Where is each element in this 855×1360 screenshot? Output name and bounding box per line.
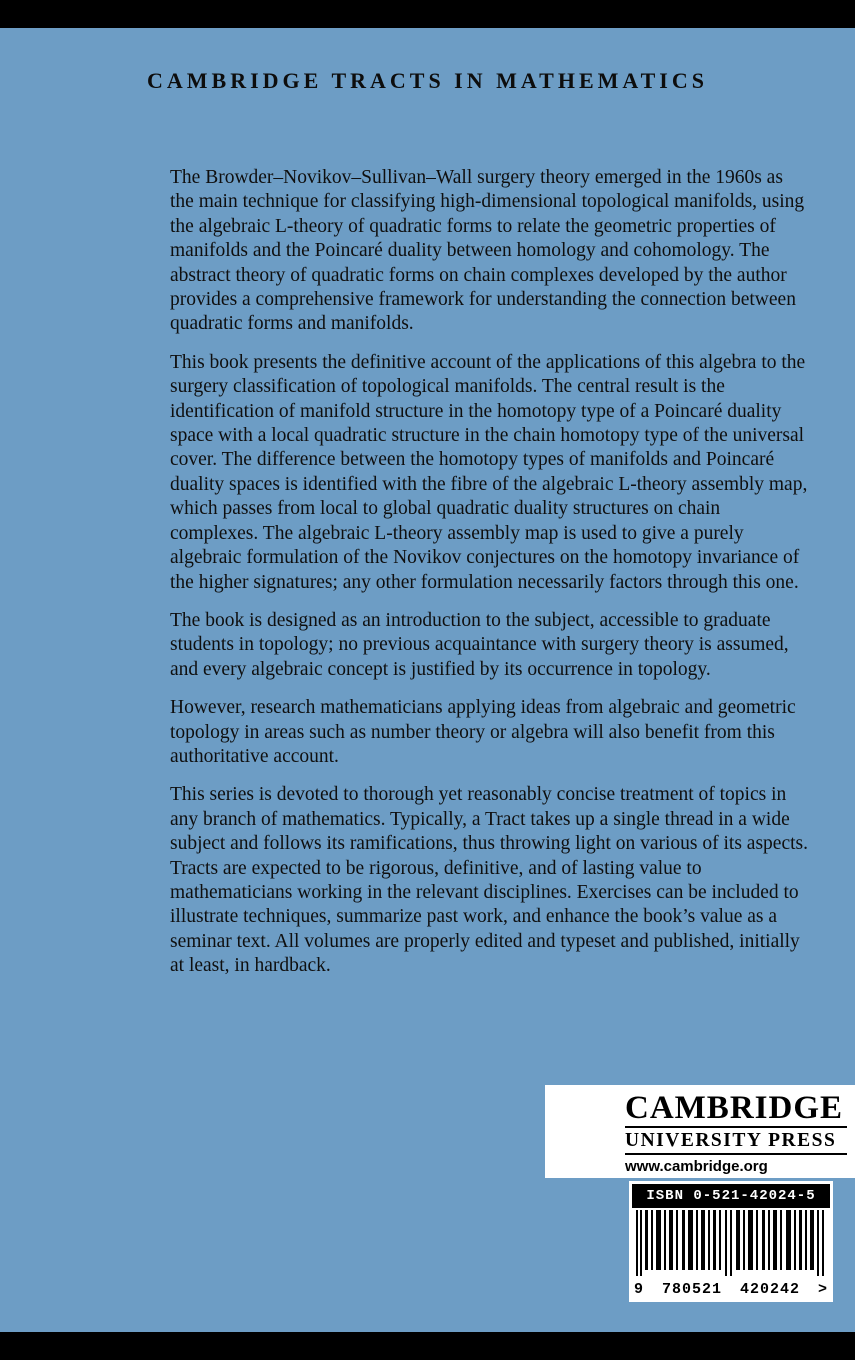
publisher-website: www.cambridge.org xyxy=(625,1157,768,1175)
top-black-bar xyxy=(0,0,855,28)
isbn-digit-group-3: 420242 xyxy=(739,1281,800,1298)
publisher-rule-bottom xyxy=(625,1153,847,1155)
blurb-paragraph-4: However, research mathematicians applying ideas from algebraic and geometric topology in areas such as number theory or algebra will also benefit from this authoritative account. xyxy=(170,697,796,767)
blurb-paragraph-2: This book presents the definitive account of the applications of this algebra to the surgery classification of topological manifolds. The central result is the identification of manifold structure in the homotopy type of a Poincaré duality space with a local quadratic structure in the chain homotopy type of the universal cover. The difference between the homotopy types of manifolds and Poincaré duality spaces is identified with the fibre of the algebraic L-theory assembly map, which passes from local to global quadratic duality structures on chain complexes. The algebraic L-theory assembly map is used to give a purely algebraic formulation of the Novikov conjectures on the homotopy invariance of the higher signatures; any other formulation necessarily factors through this one. xyxy=(170,351,808,593)
barcode-icon xyxy=(632,1208,830,1281)
isbn-digits xyxy=(632,1281,830,1299)
blurb-paragraph-3: The book is designed as an introduction to the subject, accessible to graduate students in topology; no previous acquaintance with surgery theory is assumed, and every algebraic concept is justified by its occurrence in topology. xyxy=(170,609,789,680)
bottom-black-bar xyxy=(0,1332,855,1360)
isbn-digit-group-1: 9 xyxy=(634,1281,645,1298)
blurb-paragraph-1: The Browder–Novikov–Sullivan–Wall surgery theory emerged in the 1960s as the main technique for classifying high-dimensional topological manifolds, using the algebraic L-theory of quadratic forms to relate the geometric properties of manifolds and the Poincaré duality between homology and cohomology. The abstract theory of quadratic forms on chain complexes developed by the author provides a comprehensive framework for understanding the connection between quadratic forms and manifolds. xyxy=(170,167,805,335)
publisher-subtitle: UNIVERSITY PRESS xyxy=(625,1130,837,1151)
publisher-name: CAMBRIDGE xyxy=(625,1090,844,1126)
isbn-label: ISBN 0-521-42024-5 xyxy=(632,1184,830,1208)
publisher-rule-top xyxy=(625,1126,847,1128)
isbn-arrow: > xyxy=(817,1281,828,1298)
blurb-text xyxy=(170,166,810,993)
isbn-digit-group-2: 780521 xyxy=(661,1281,722,1298)
publisher-colophon xyxy=(545,1085,855,1178)
series-title: CAMBRIDGE TRACTS IN MATHEMATICS xyxy=(147,68,708,93)
blurb-paragraph-5: This series is devoted to thorough yet reasonably concise treatment of topics in any branch of mathematics. Typically, a Tract takes up a single thread in a wide subject and follows its ramifications, thus throwing light on various of its aspects. Tracts are expected to be rigorous, definitive, and of lasting value to mathematicians working in the relevant disciplines. Exercises can be included to illustrate techniques, summarize past work, and enhance the book’s value as a seminar text. All volumes are properly edited and typeset and published, initially at least, in hardback. xyxy=(170,784,808,977)
isbn-barcode-block xyxy=(629,1181,833,1302)
